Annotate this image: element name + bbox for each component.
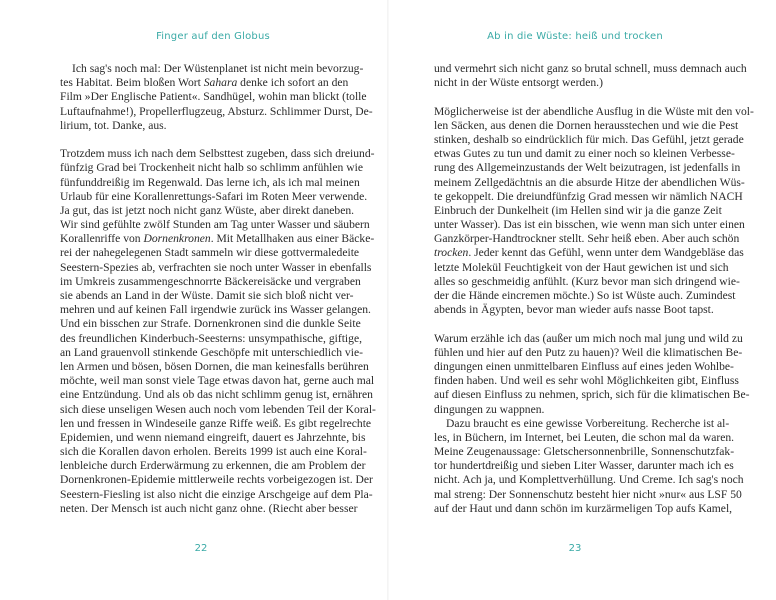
text-line: Dazu braucht es eine gewisse Vorbereitung. Recherche ist al- bbox=[446, 416, 730, 430]
text-line: sie abends an Land in der Wüste. Damit sie sich bloß nicht ver- bbox=[60, 289, 354, 302]
text-line: fünfunddreißig im Regenwald. Das lerne ich, als ich mal meinen bbox=[60, 175, 360, 189]
text-line: mal streng: Der Sonnenschutz besteht hier nicht »nur« aus LSF 50 bbox=[434, 487, 742, 501]
text-segment: denke ich sofort an den bbox=[237, 76, 349, 90]
text-line: mehren und auf keinen Fall irgendwie zurück ins Wasser gelangen. bbox=[60, 303, 371, 317]
text-line: neten. Der Mensch ist auch nicht ganz ohne. (Riecht aber besser bbox=[60, 501, 358, 515]
text-line: Epidemien, und wenn niemand eingreift, dauert es Jahrzehnte, bis bbox=[60, 430, 366, 444]
text-line: Luftaufnahme!), Propellerflugzeug, Absturz. Schlimmer Durst, De- bbox=[60, 104, 373, 118]
text-line: Meine Zeugenaussage: Gletschersonnenbrille, Sonnenschutzfak- bbox=[434, 445, 735, 459]
text-line: nicht. Ach ja, und Komplettverhüllung. Und Creme. Ich sag's noch bbox=[434, 473, 744, 487]
italic-word: trocken bbox=[434, 246, 469, 260]
text-line: Einbruch der Dunkelheit (im Hellen sind wir ja die ganze Zeit bbox=[434, 203, 722, 217]
body-text bbox=[434, 62, 754, 516]
text-line: lirium, tot. Danke, aus. bbox=[60, 118, 167, 132]
text-line: Ganzkörper-Handtrockner stellt. Sehr heiß eben. Aber auch schön bbox=[434, 232, 740, 246]
paragraph-gap bbox=[434, 317, 718, 331]
text-line: tor hundertdreißig und sieben Liter Wasser, darunter mach ich es bbox=[434, 459, 734, 473]
text-line: stinken, deshalb so eindrücklich für mich. Das Gefühl, jetzt gerade bbox=[434, 132, 744, 146]
text-line: Und ein bisschen zur Strafe. Dornenkronen sind die dunkle Seite bbox=[60, 317, 361, 331]
text-line: und vermehrt sich nicht ganz so brutal schnell, muss demnach auch bbox=[434, 62, 747, 75]
text-line: alles so geschmeidig anfühlt. (Kurz bevor man sich dringend wie- bbox=[434, 274, 740, 288]
text-line: Warum erzähle ich das (außer um mich noch mal jung und wild zu bbox=[434, 331, 743, 345]
text-line: rei der nahegelegenen Stadt sammeln wir diese gottvermaledeite bbox=[60, 246, 360, 260]
text-line: des freundlichen Kinderbuch-Seesterns: unsympathische, giftige, bbox=[60, 331, 362, 345]
text-line: sich diese unseligen Wesen auch noch vom lebenden Teil der Koral- bbox=[60, 402, 376, 416]
text-line: Seestern-Spezies ab, verfrachten sie noch unter Wasser in ebenfalls bbox=[60, 260, 372, 274]
page-number: 23 bbox=[568, 543, 582, 554]
text-line bbox=[60, 232, 375, 246]
text-line: abends in Ägypten, bevor man wieder aufs nasse Boot tapst. bbox=[434, 303, 714, 317]
body-text bbox=[60, 62, 376, 516]
text-line: nicht in der Wüste entsorgt werden.) bbox=[434, 76, 603, 90]
text-segment: Korallenriffe von bbox=[60, 232, 144, 246]
text-line: möchte, weil man sonst viele Tage etwas davon hat, gerne auch mal bbox=[60, 374, 375, 388]
paragraph-gap bbox=[434, 90, 718, 104]
running-head: Finger auf den Globus bbox=[156, 31, 270, 42]
text-line: finden haben. Und weil es sehr wohl Möglichkeiten gibt, Einfluss bbox=[434, 374, 739, 388]
text-line: len Säcken, aus denen die Dornen herausstechen und wie die Pest bbox=[434, 118, 739, 132]
text-line: sich die Korallen davon erholen. Bereits 1999 ist auch eine Koral- bbox=[60, 445, 367, 459]
text-line: rung des Allgemeinzustands der Welt beizutragen, ist jedenfalls in bbox=[434, 161, 741, 175]
text-line: fühlen und hier auf den Putz zu hauen)? Weil die klimatischen Be- bbox=[434, 345, 743, 359]
text-line: Seestern-Fiesling ist also nicht die einzige Arschgeige auf dem Pla- bbox=[60, 487, 373, 501]
text-line: te gekoppelt. Die dreiundfünfzig Grad messen wir nämlich NACH bbox=[434, 189, 743, 203]
text-line: lenbleiche durch Erderwärmung zu erkennen, die am Problem der bbox=[60, 459, 366, 473]
text-line: dingungen einen unmittelbaren Einfluss auf eines jeden Wohlbe- bbox=[434, 359, 734, 373]
text-line: Ja gut, das ist jetzt noch nicht ganz Wüste, aber direkt daneben. bbox=[60, 203, 355, 217]
text-line bbox=[434, 246, 744, 260]
text-segment: . Mit Metallhaken aus einer Bäcke- bbox=[210, 232, 375, 246]
italic-word: Sahara bbox=[203, 76, 238, 90]
paragraph-gap bbox=[60, 133, 344, 147]
text-line: len und fressen in Windeseile ganze Riffe weiß. Es gibt regelrechte bbox=[60, 416, 372, 430]
text-line: Dornenkronen-Epidemie mittlerweile rechts vorbeigezogen ist. Der bbox=[60, 473, 373, 487]
text-line: unter Wasser). Das ist ein bisschen, wie wenn man sich unter einen bbox=[434, 218, 745, 232]
right-page bbox=[388, 0, 776, 600]
text-line: etwas Gutes zu tun und damit zu einer noch so kleinen Verbesse- bbox=[434, 147, 735, 161]
italic-word: Dornenkronen bbox=[143, 232, 211, 246]
text-line: meinem Zellgedächtnis an die absurde Hitze der abendlichen Wüs- bbox=[434, 175, 745, 189]
text-line: Film »Der Englische Patient«. Sandhügel, wohin man blickt (tolle bbox=[60, 90, 367, 104]
text-segment: tes Habitat. Beim bloßen Wort bbox=[60, 76, 204, 90]
text-line bbox=[60, 76, 349, 90]
text-line: les, in Büchern, im Internet, bei Leuten, die schon mal da waren. bbox=[434, 430, 735, 444]
text-line: Urlaub für eine Korallenrettungs-Safari im Roten Meer verwende. bbox=[60, 189, 368, 203]
text-line: Wir sind gefühlte zwölf Stunden am Tag unter Wasser und säubern bbox=[60, 218, 370, 232]
text-line: Ich sag's noch mal: Der Wüstenplanet ist nicht mein bevorzug- bbox=[72, 62, 364, 75]
text-line: Möglicherweise ist der abendliche Ausflug in die Wüste mit den vol- bbox=[434, 104, 754, 118]
text-line: auf diesen Einfluss zu nehmen, sprich, sich für die klimatischen Be- bbox=[434, 388, 750, 402]
text-line: eine Entzündung. Und als ob das nicht schlimm genug ist, ernähren bbox=[60, 388, 373, 402]
text-segment: . Jeder kennt das Gefühl, wenn unter dem Wandgebläse das bbox=[468, 246, 744, 260]
text-line: Trotzdem muss ich nach dem Selbsttest zugeben, dass sich dreiund- bbox=[60, 147, 375, 161]
text-line: auf der Haut und dann schön im kurzärmeligen Top aufs Kamel, bbox=[434, 501, 733, 515]
text-line: len Armen und bösen, bösen Dornen, die man keinesfalls berühren bbox=[60, 359, 369, 373]
text-line: letzte Molekül Feuchtigkeit von der Haut gewichen ist und sich bbox=[434, 260, 729, 274]
text-line: dingungen zu wappnen. bbox=[434, 402, 545, 416]
text-line: der die Hände eincremen möchte.) So ist Wüste auch. Zumindest bbox=[434, 289, 736, 302]
text-line: fünfzig Grad bei Trockenheit nicht halb so schlimm anfühlen wie bbox=[60, 161, 363, 175]
text-line: im Umkreis zusammengeschnorrte Bäckereisäcke und vergraben bbox=[60, 274, 361, 288]
page-number: 22 bbox=[194, 543, 208, 554]
running-head: Ab in die Wüste: heiß und trocken bbox=[487, 31, 663, 42]
text-line: an Land grauenvoll stinkende Geschöpfe mit unterschiedlich vie- bbox=[60, 345, 363, 359]
